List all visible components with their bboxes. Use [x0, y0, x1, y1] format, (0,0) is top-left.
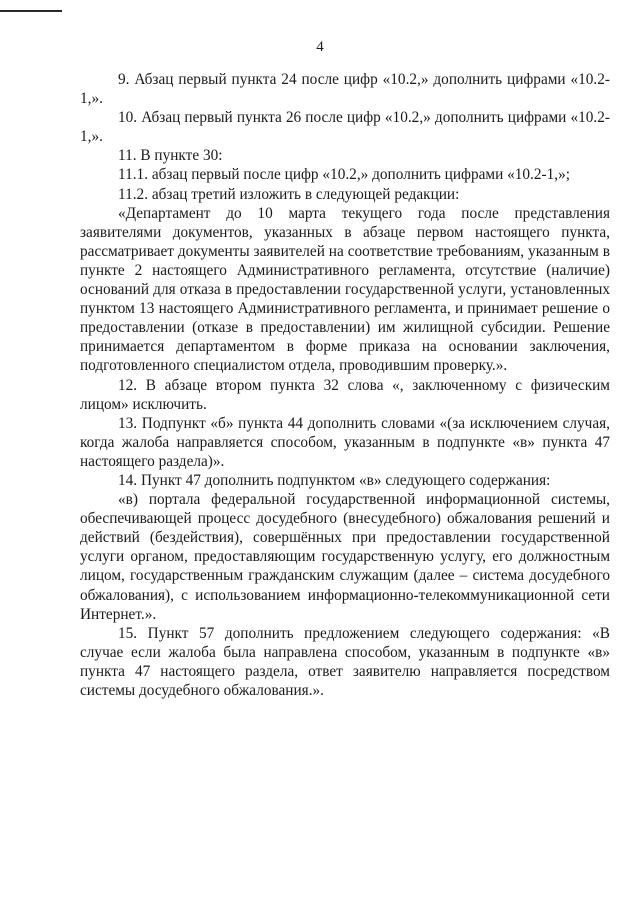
paragraph-14: 14. Пункт 47 дополнить подпунктом «в» следующего содержания: — [118, 471, 551, 489]
document-body — [80, 70, 610, 700]
paragraph-13: 13. Подпункт «б» пункта 44 дополнить словами «(за исключением случая, когда жалоба направляется способом, указанным в подпункте «в» пункта 47 настоящего раздела)». — [80, 414, 610, 470]
paragraph-11: 11. В пункте 30: — [118, 147, 223, 165]
paragraph-11-1: 11.1. абзац первый после цифр «10.2,» дополнить цифрами «10.2-1,»; — [118, 166, 570, 184]
top-rule — [0, 10, 62, 12]
paragraph-10: 10. Абзац первый пункта 26 после цифр «10.2,» дополнить цифрами «10.2-1,». — [80, 109, 610, 146]
paragraph-15: 15. Пункт 57 дополнить предложением следующего содержания: «В случае если жалоба была направлена способом, указанным в подпункте «в» пункта 47 настоящего раздела, ответ заявителю направляется посредством системы досудебного обжалования.». — [80, 624, 610, 699]
paragraph-9: 9. Абзац первый пункта 24 после цифр «10.2,» дополнить цифрами «10.2-1,». — [80, 71, 610, 108]
paragraph-quote-portal: «в) портала федеральной государственной информационной системы, обеспечивающей процесс досудебного (внесудебного) обжалования решений и действий (бездействия), совершённых при предоставлении государственной услуги органом, предоставляющим государственную услугу, его должностным лицом, государственным гражданским служащим (далее – система досудебного обжалования), с использованием информационно-телекоммуникационной сети Интернет.». — [80, 491, 610, 623]
paragraph-12: 12. В абзаце втором пункта 32 слова «, заключенному с физическим лицом» исключить. — [80, 376, 610, 413]
paragraph-quote-department: «Департамент до 10 марта текущего года после представления заявителями документов, указанных в абзаце первом настоящего пункта, рассматривает документы заявителей на соответствие требованиям, указанным в пункте 2 настоящего Административного регламента, отсутствие (наличие) оснований для отказа в предоставлении государственной услуги, установленных пунктом 13 настоящего Административного регламента, и принимает решение о предоставлении (отказе в предоставлении) им жилищной субсидии. Решение принимается департаментом в форме приказа на основании заключения, подготовленного специалистом отдела, проводившим проверку.». — [80, 204, 610, 375]
paragraph-11-2: 11.2. абзац третий изложить в следующей редакции: — [118, 185, 460, 203]
page-number: 4 — [316, 39, 324, 55]
